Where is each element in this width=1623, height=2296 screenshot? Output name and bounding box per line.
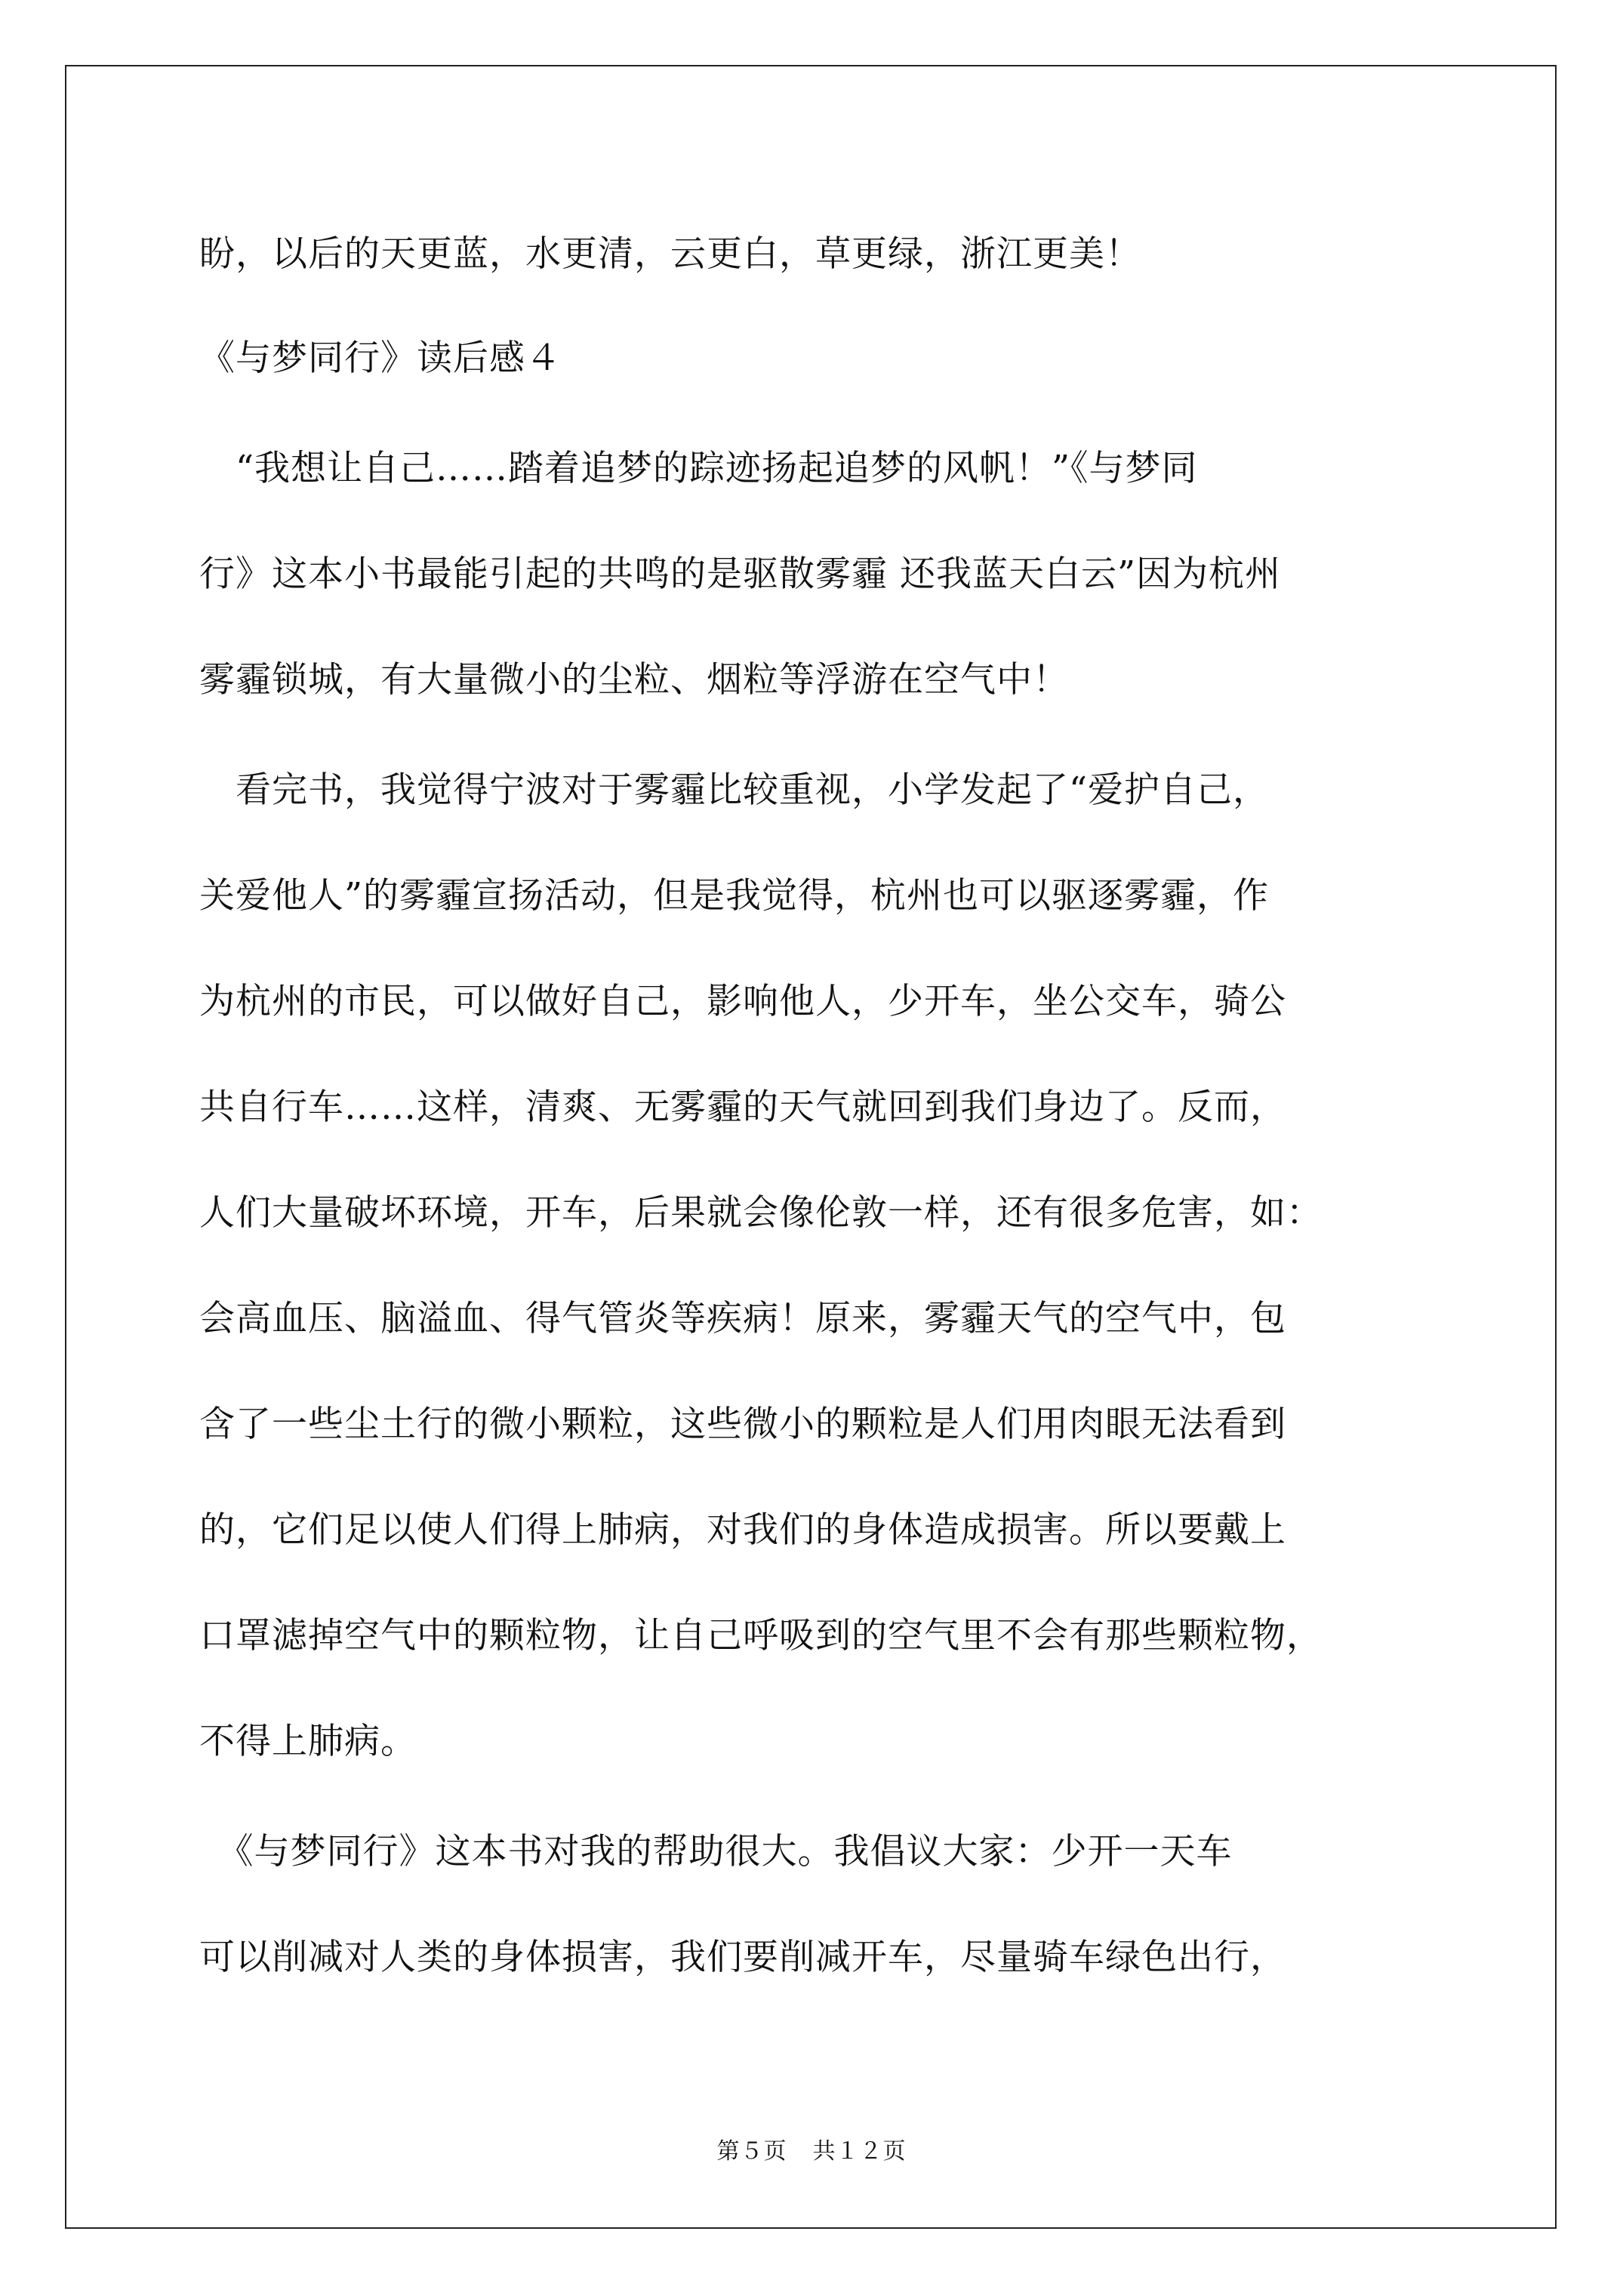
page-border — [65, 65, 1557, 2229]
text-line: 雾霾锁城，有大量微小的尘粒、烟粒等浮游在空气中！ — [199, 659, 1069, 701]
text-line: 会高血压、脑溢血、得气管炎等疾病！原来，雾霾天气的空气中，包 — [199, 1298, 1286, 1339]
text-line: 含了一些尘土行的微小颗粒，这些微小的颗粒是人们用肉眼无法看到 — [199, 1404, 1286, 1445]
page-footer — [0, 2137, 1623, 2167]
text-line: 盼，以后的天更蓝，水更清，云更白，草更绿，浙江更美！ — [199, 233, 1141, 275]
text-line: 人们大量破坏环境，开车，后果就会像伦敦一样，还有很多危害，如： — [199, 1192, 1323, 1234]
text-line: 关爱他人”的雾霾宣扬活动，但是我觉得，杭州也可以驱逐雾霾，作 — [199, 875, 1270, 917]
text-line: 《与梦同行》这本书对我的帮助很大。我倡议大家：少开一天车 — [199, 1831, 1233, 1872]
text-line: 共自行车……这样，清爽、无雾霾的天气就回到我们身边了。反而， — [199, 1086, 1286, 1128]
text-line: 不得上肺病。 — [199, 1721, 417, 1762]
text-line: 可以削减对人类的身体损害，我们要削减开车，尽量骑车绿色出行， — [199, 1937, 1286, 1978]
text-line: 看完书，我觉得宁波对于雾霾比较重视，小学发起了“爱护自己， — [199, 769, 1270, 811]
text-line: 为杭州的市民，可以做好自己，影响他人，少开车，坐公交车，骑公 — [199, 981, 1286, 1022]
section-heading: 《与梦同行》读后感４ — [199, 337, 562, 379]
text-line: 行》这本小书最能引起的共鸣的是驱散雾霾 还我蓝天白云”因为杭州 — [199, 553, 1281, 595]
page-total: 共１２页 — [812, 2138, 907, 2165]
text-line: 的，它们足以使人们得上肺病，对我们的身体造成损害。所以要戴上 — [199, 1509, 1286, 1551]
text-line: 口罩滤掉空气中的颗粒物，让自己呼吸到的空气里不会有那些颗粒物， — [199, 1615, 1323, 1657]
page-number: 第５页 — [716, 2138, 787, 2165]
text-line: “我想让自己……踏着追梦的踪迹扬起追梦的风帆！”《与梦同 — [199, 448, 1198, 489]
